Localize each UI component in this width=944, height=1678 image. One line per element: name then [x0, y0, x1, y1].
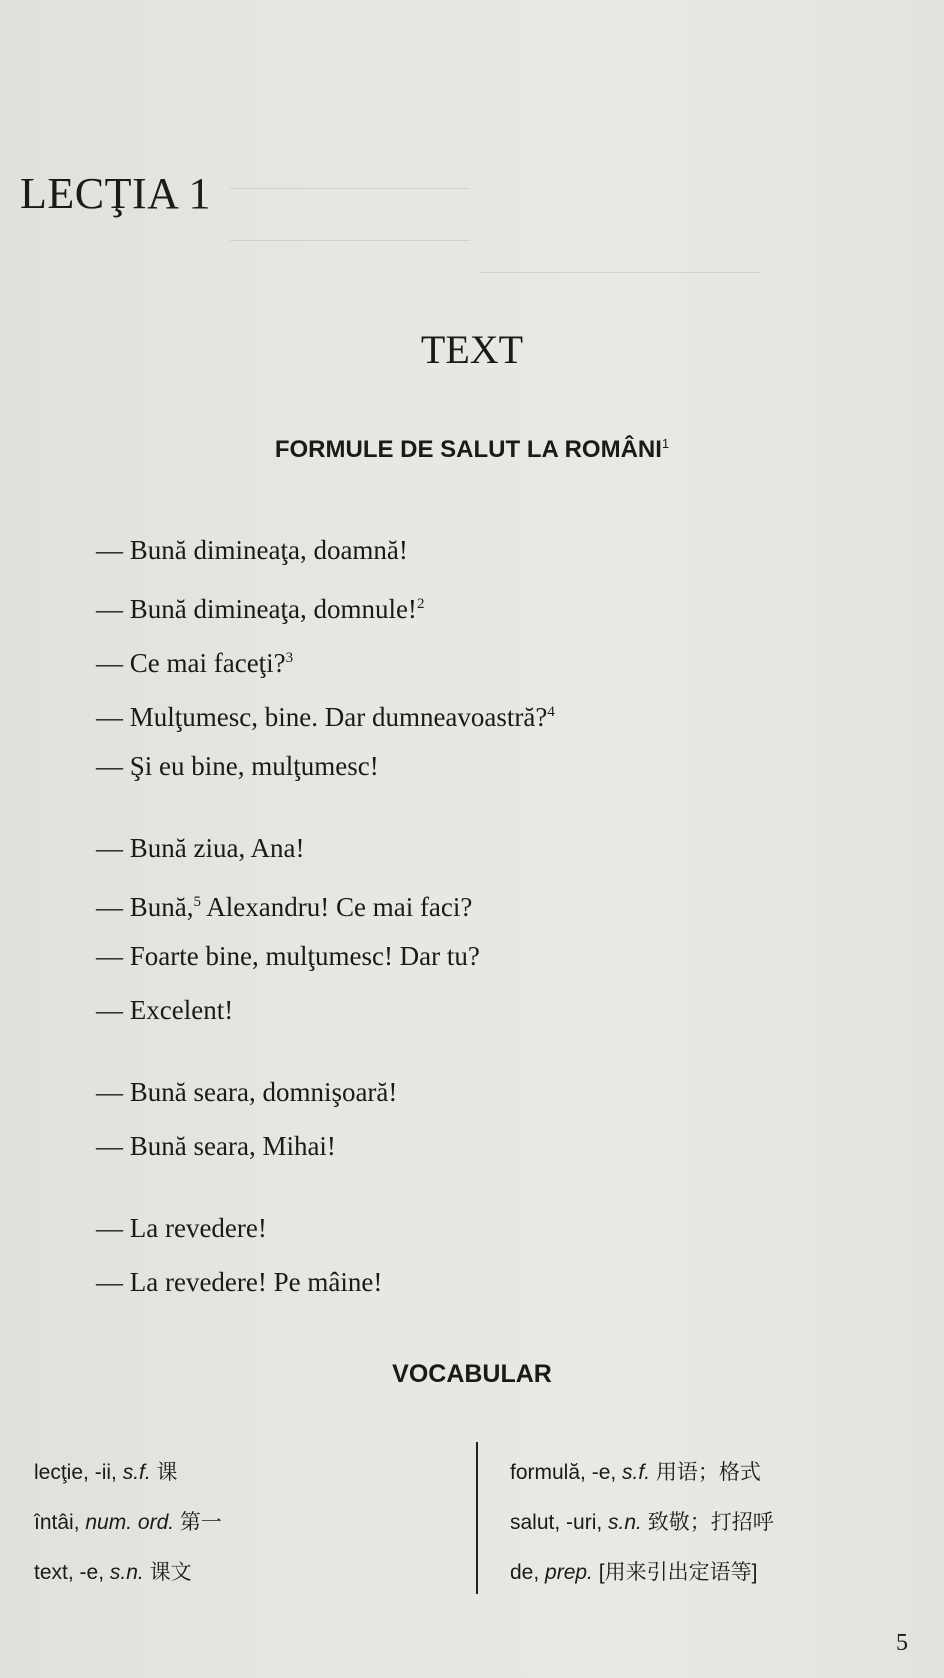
vocab-grammar: num. ord.: [85, 1511, 175, 1534]
dialogue-text: — Bună,: [96, 892, 194, 922]
dialogue-text: — Bună dimineaţa, domnule!: [96, 594, 417, 624]
vocabulary-title: VOCABULAR: [392, 1360, 552, 1388]
bleed-through-decoration: ————————————: [230, 176, 470, 198]
dialogue-text: — Excelent!: [96, 995, 234, 1025]
dialogue: [96, 532, 796, 1318]
vocab-grammar: prep.: [545, 1561, 593, 1584]
vocab-meaning: 课文: [143, 1561, 192, 1584]
dialogue-line: [96, 1074, 796, 1128]
dialogue-line: [96, 992, 796, 1046]
dialogue-text: — La revedere!: [96, 1213, 267, 1243]
vocab-grammar: s.n.: [109, 1561, 144, 1584]
vocabulary-entry: [510, 1558, 930, 1608]
dialogue-line: [96, 532, 796, 586]
vocab-forms: , -uri,: [554, 1511, 609, 1534]
footnote-marker: 5: [193, 894, 201, 910]
dialogue-text: — Şi eu bine, mulţumesc!: [96, 751, 379, 781]
vocab-forms: , -ii,: [83, 1461, 123, 1484]
dialogue-text: — Bună dimineaţa, doamnă!: [96, 535, 408, 565]
lesson-title: LECŢIA 1: [20, 169, 211, 218]
paragraph-gap: [96, 802, 796, 830]
dialogue-text: — Mulţumesc, bine. Dar dumneavoastră?: [96, 702, 548, 732]
vocab-word: salut: [510, 1511, 555, 1534]
dialogue-text: — Ce mai faceţi?: [96, 648, 286, 678]
dialogue-line: [96, 1128, 796, 1182]
vocab-forms: , -e,: [580, 1461, 623, 1484]
vocab-word: formulă: [510, 1461, 581, 1484]
vocabulary-column-divider: [476, 1442, 478, 1594]
bleed-through-decoration: ————————————: [230, 228, 470, 250]
vocab-word: lecţie: [34, 1461, 84, 1484]
section-title: TEXT: [420, 327, 524, 372]
dialogue-line: [96, 640, 796, 694]
vocab-word: text: [34, 1561, 68, 1584]
vocab-grammar: s.f.: [622, 1461, 651, 1484]
vocabulary-left-column: [34, 1458, 464, 1608]
paragraph-gap: [96, 1046, 796, 1074]
dialogue-line: [96, 830, 796, 884]
dialogue-line: [96, 748, 796, 802]
footnote-marker: 3: [285, 650, 294, 666]
dialogue-text: — Foarte bine, mulţumesc! Dar tu?: [96, 941, 480, 971]
footnote-marker: 4: [547, 704, 555, 720]
dialogue-text-continued: Alexandru! Ce mai faci?: [201, 892, 473, 922]
vocab-meaning: 用语；格式: [650, 1461, 761, 1484]
footnote-marker: 2: [416, 596, 425, 612]
footnote-marker: 1: [661, 436, 670, 451]
vocab-grammar: s.n.: [608, 1511, 642, 1534]
dialogue-line: [96, 884, 796, 938]
bleed-through-decoration: ——————————————: [480, 260, 760, 282]
dialogue-text: — Bună seara, Mihai!: [96, 1131, 336, 1161]
dialogue-title-text: FORMULE DE SALUT LA ROMÂNI: [274, 436, 662, 463]
vocab-forms: ,: [533, 1561, 546, 1584]
vocabulary-entry: [510, 1508, 930, 1558]
vocab-meaning: 课: [150, 1461, 178, 1484]
vocab-meaning: 致敬；打招呼: [641, 1511, 774, 1534]
dialogue-text: — La revedere! Pe mâine!: [96, 1267, 383, 1297]
dialogue-line: [96, 586, 796, 640]
dialogue-title: [0, 436, 944, 464]
vocab-word: de: [510, 1561, 534, 1584]
vocab-meaning: 第一: [174, 1511, 222, 1534]
vocabulary-entry: [510, 1458, 930, 1508]
dialogue-text: — Bună seara, domnişoară!: [96, 1077, 398, 1107]
vocabulary-entry: [34, 1508, 464, 1558]
dialogue-line: [96, 938, 796, 992]
vocabulary-right-column: [510, 1458, 930, 1608]
vocab-forms: , -e,: [67, 1561, 110, 1584]
vocab-word: întâi: [34, 1511, 74, 1534]
vocab-meaning: [用来引出定语等]: [592, 1561, 758, 1584]
dialogue-text: — Bună ziua, Ana!: [96, 833, 305, 863]
dialogue-line: [96, 694, 796, 748]
paragraph-gap: [96, 1182, 796, 1210]
page-number: 5: [896, 1630, 908, 1656]
vocab-forms: ,: [73, 1511, 86, 1534]
vocabulary-entry: [34, 1558, 464, 1608]
dialogue-line: [96, 1264, 796, 1318]
vocab-grammar: s.f.: [122, 1461, 151, 1484]
dialogue-line: [96, 1210, 796, 1264]
vocabulary-entry: [34, 1458, 464, 1508]
